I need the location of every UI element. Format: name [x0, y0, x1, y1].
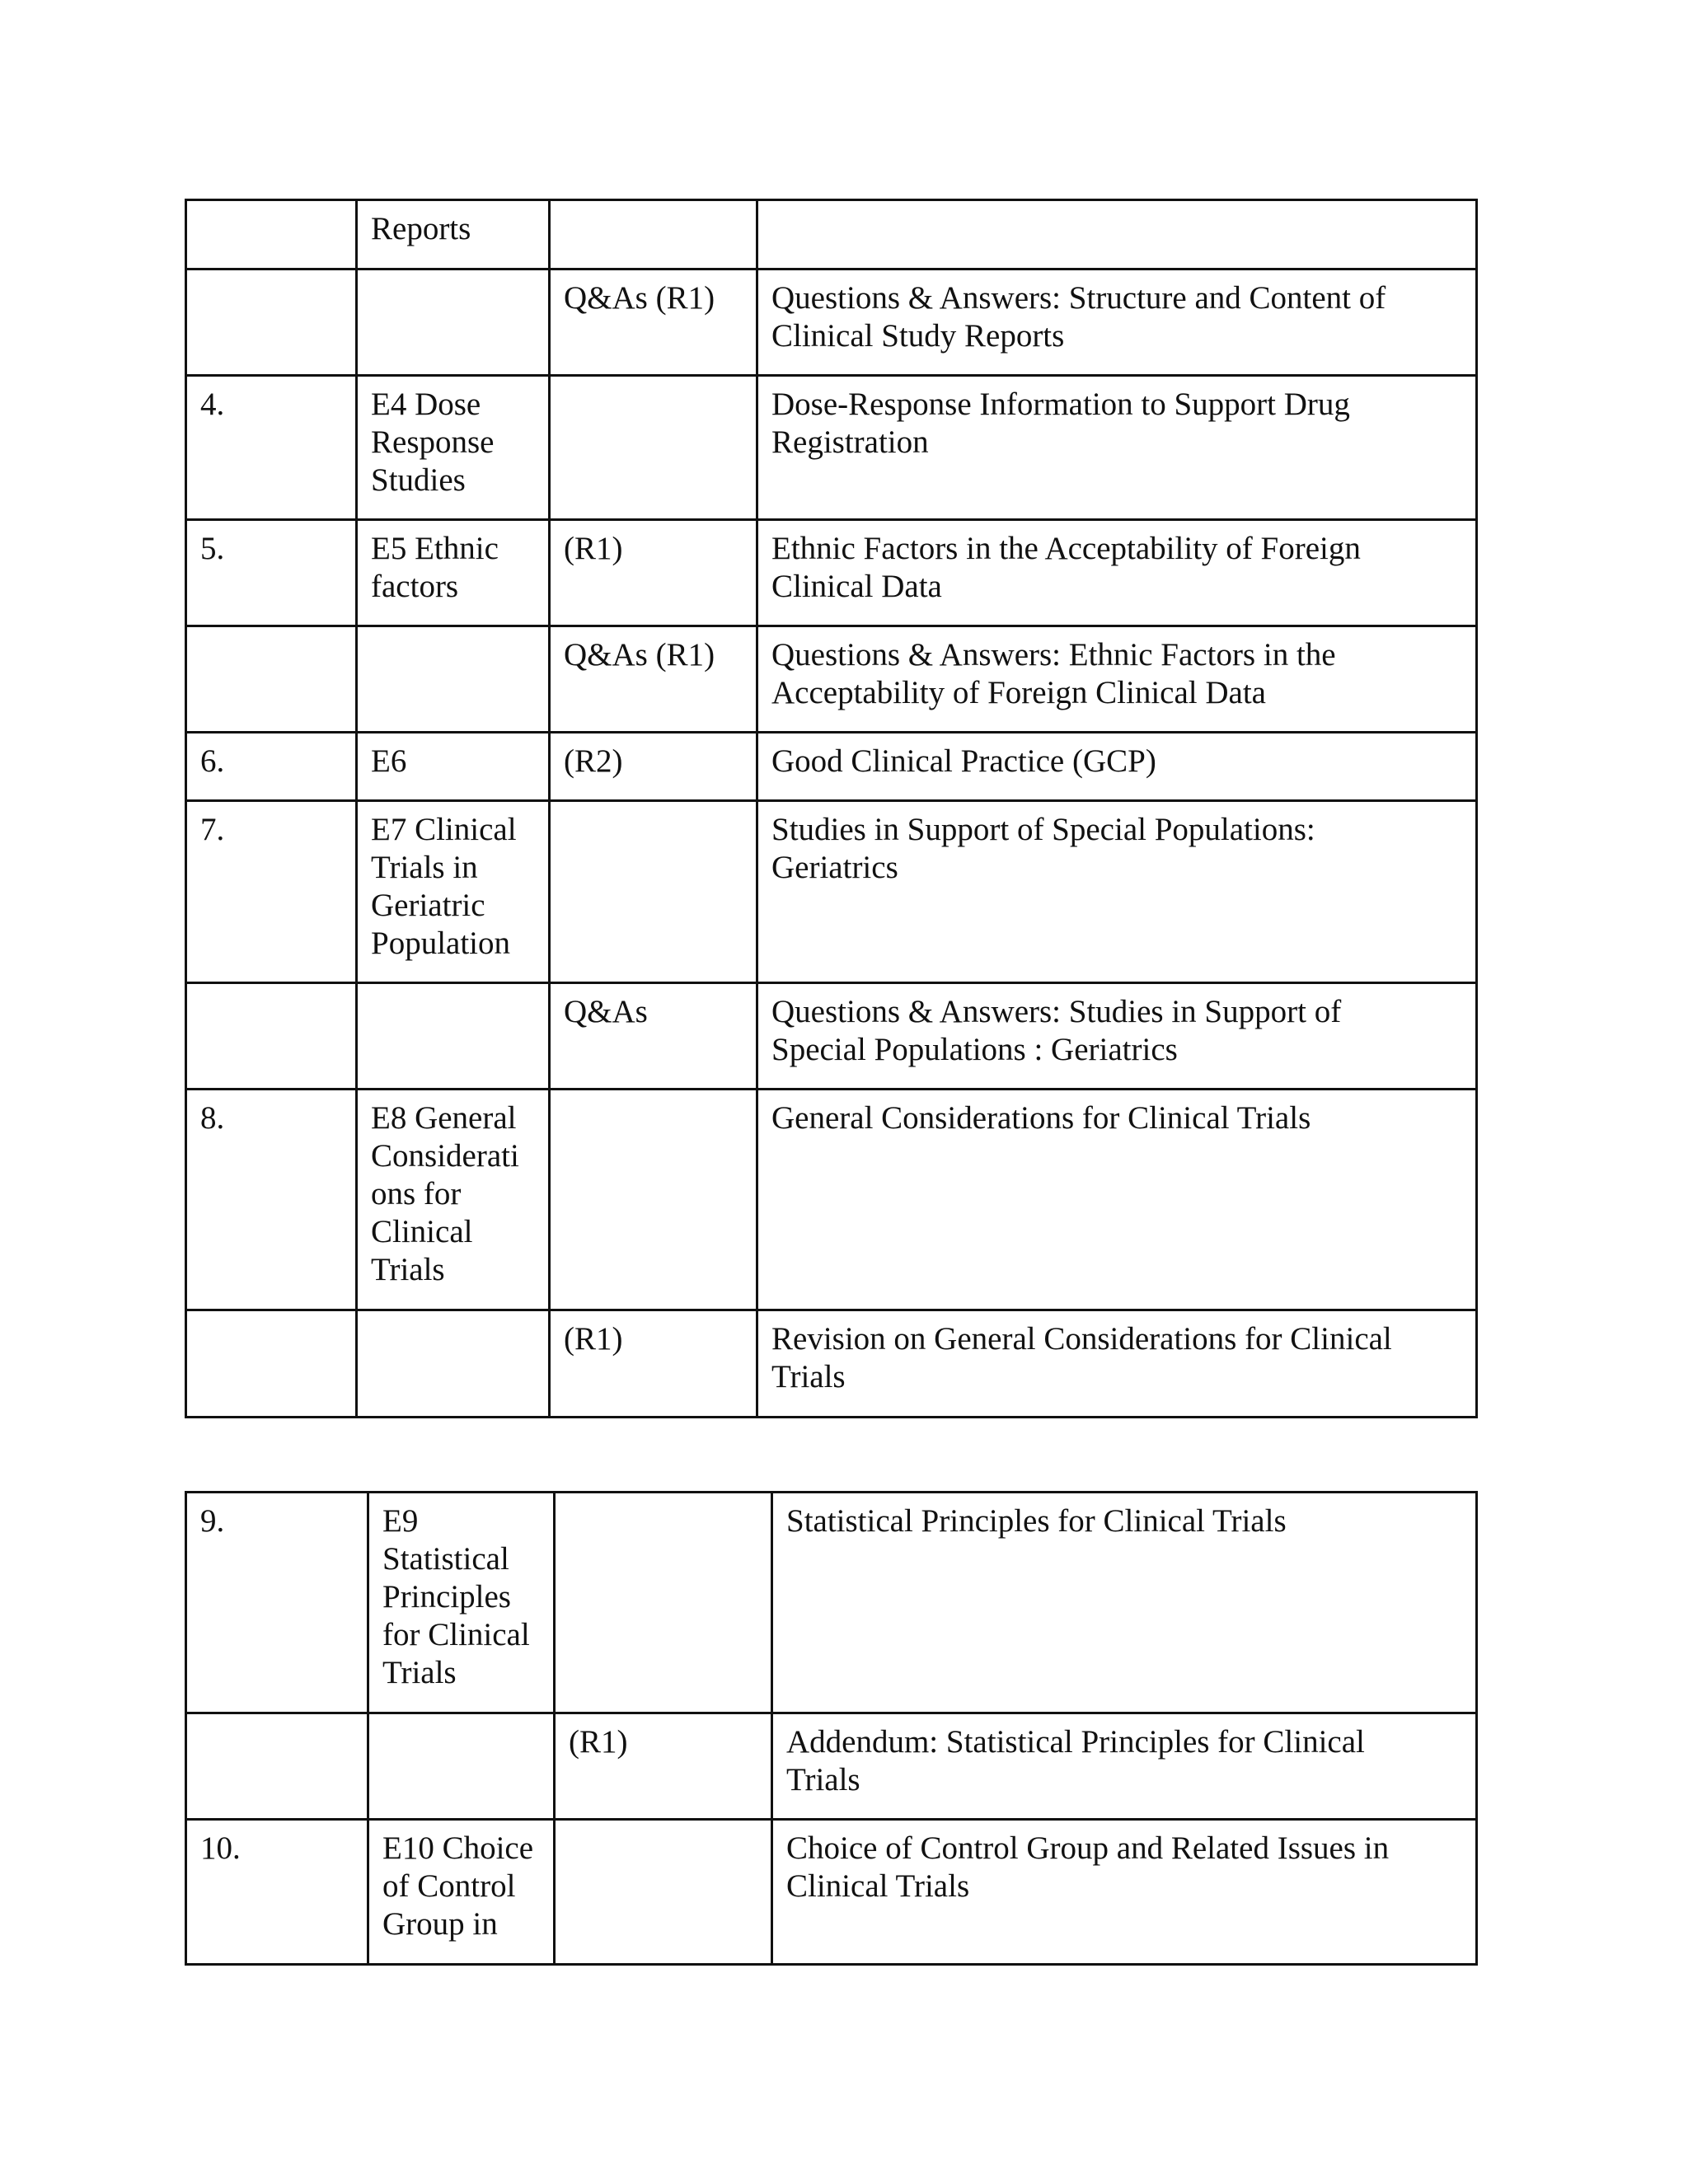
title-cell: [772, 1713, 1477, 1820]
code-cell: [555, 1493, 772, 1713]
guideline-cell: [357, 1090, 550, 1310]
title-cell: [757, 626, 1477, 733]
row-number-cell: [186, 520, 357, 626]
row-number-cell: [186, 1820, 368, 1965]
guideline-table-2: [185, 1491, 1478, 1966]
document-title: Ethnic Factors in the Acceptability of Foreign Clinical Data: [771, 531, 1361, 604]
code-cell: [550, 520, 757, 626]
row-number: 8.: [200, 1100, 225, 1136]
revision-code: (R1): [569, 1724, 628, 1760]
document-title: Dose-Response Information to Support Drug Registration: [771, 387, 1350, 460]
guideline-table-1: [185, 199, 1478, 1418]
guideline-cell: [357, 1310, 550, 1418]
document-title: Studies in Support of Special Populations: Geriatrics: [771, 812, 1315, 885]
guideline-name: E4 Dose Response Studies: [371, 387, 495, 498]
guideline-name: E10 Choice of Control Group in: [382, 1830, 534, 1942]
title-cell: [757, 983, 1477, 1090]
row-number-cell: [186, 376, 357, 520]
guideline-cell: [368, 1493, 555, 1713]
row-number-cell: [186, 200, 357, 269]
document-title: Addendum: Statistical Principles for Clinical Trials: [786, 1724, 1365, 1797]
title-cell: [757, 1310, 1477, 1418]
title-cell: [757, 520, 1477, 626]
code-cell: [550, 626, 757, 733]
row-number-cell: [186, 801, 357, 983]
revision-code: Q&As (R1): [564, 280, 715, 316]
table-row: [186, 1090, 1477, 1310]
row-number: 9.: [200, 1503, 225, 1539]
document-title: Questions & Answers: Structure and Content of Clinical Study Reports: [771, 280, 1386, 354]
guideline-name: E9 Statistical Principles for Clinical Trials: [382, 1503, 530, 1690]
row-number-cell: [186, 1713, 368, 1820]
row-number: 6.: [200, 743, 225, 779]
document-title: General Considerations for Clinical Trials: [771, 1100, 1311, 1136]
table-row: [186, 520, 1477, 626]
document-title: Good Clinical Practice (GCP): [771, 743, 1156, 779]
table-row: [186, 801, 1477, 983]
row-number-cell: [186, 733, 357, 801]
table-row: [186, 1493, 1477, 1713]
guideline-cell: [357, 520, 550, 626]
document-title: Choice of Control Group and Related Issues in Clinical Trials: [786, 1830, 1390, 1904]
table-row: [186, 1310, 1477, 1418]
table-row: [186, 376, 1477, 520]
title-cell: [757, 801, 1477, 983]
document-title: Statistical Principles for Clinical Trials: [786, 1503, 1287, 1539]
guideline-name: Reports: [371, 211, 471, 246]
row-number: 7.: [200, 812, 225, 847]
guideline-cell: [357, 626, 550, 733]
table-row: [186, 983, 1477, 1090]
title-cell: [772, 1493, 1477, 1713]
revision-code: Q&As (R1): [564, 637, 715, 673]
title-cell: [757, 1090, 1477, 1310]
guideline-name: E6: [371, 743, 407, 779]
table-row: [186, 626, 1477, 733]
guideline-cell: [357, 376, 550, 520]
code-cell: [555, 1820, 772, 1965]
code-cell: [550, 376, 757, 520]
guideline-cell: [357, 200, 550, 269]
document-title: Questions & Answers: Ethnic Factors in the Acceptability of Foreign Clinical Data: [771, 637, 1336, 710]
guideline-name: E7 Clinical Trials in Geriatric Population: [371, 812, 517, 961]
title-cell: [757, 376, 1477, 520]
guideline-name: E5 Ethnic factors: [371, 531, 499, 604]
code-cell: [550, 801, 757, 983]
row-number-cell: [186, 1310, 357, 1418]
row-number-cell: [186, 983, 357, 1090]
title-cell: [772, 1820, 1477, 1965]
guideline-cell: [357, 801, 550, 983]
revision-code: (R1): [564, 1321, 623, 1357]
table-row: [186, 1713, 1477, 1820]
row-number: 10.: [200, 1830, 241, 1866]
table-row: [186, 1820, 1477, 1965]
row-number-cell: [186, 1090, 357, 1310]
code-cell: [550, 733, 757, 801]
title-cell: [757, 733, 1477, 801]
row-number: 4.: [200, 387, 225, 422]
guideline-cell: [357, 733, 550, 801]
table-row: [186, 200, 1477, 269]
document-title: Questions & Answers: Studies in Support of Special Populations : Geriatrics: [771, 994, 1342, 1067]
code-cell: [550, 200, 757, 269]
row-number-cell: [186, 269, 357, 376]
title-cell: [757, 269, 1477, 376]
guideline-cell: [368, 1820, 555, 1965]
code-cell: [550, 1090, 757, 1310]
code-cell: [550, 269, 757, 376]
document-title: Revision on General Considerations for Clinical Trials: [771, 1321, 1392, 1394]
guideline-cell: [357, 269, 550, 376]
table-row: [186, 733, 1477, 801]
code-cell: [550, 983, 757, 1090]
row-number-cell: [186, 1493, 368, 1713]
row-number-cell: [186, 626, 357, 733]
revision-code: (R2): [564, 743, 623, 779]
title-cell: [757, 200, 1477, 269]
revision-code: (R1): [564, 531, 623, 566]
table-row: [186, 269, 1477, 376]
row-number: 5.: [200, 531, 225, 566]
guideline-name: E8 General Considerati ons for Clinical Trials: [371, 1100, 519, 1287]
code-cell: [555, 1713, 772, 1820]
guideline-cell: [357, 983, 550, 1090]
code-cell: [550, 1310, 757, 1418]
guideline-cell: [368, 1713, 555, 1820]
revision-code: Q&As: [564, 994, 648, 1029]
